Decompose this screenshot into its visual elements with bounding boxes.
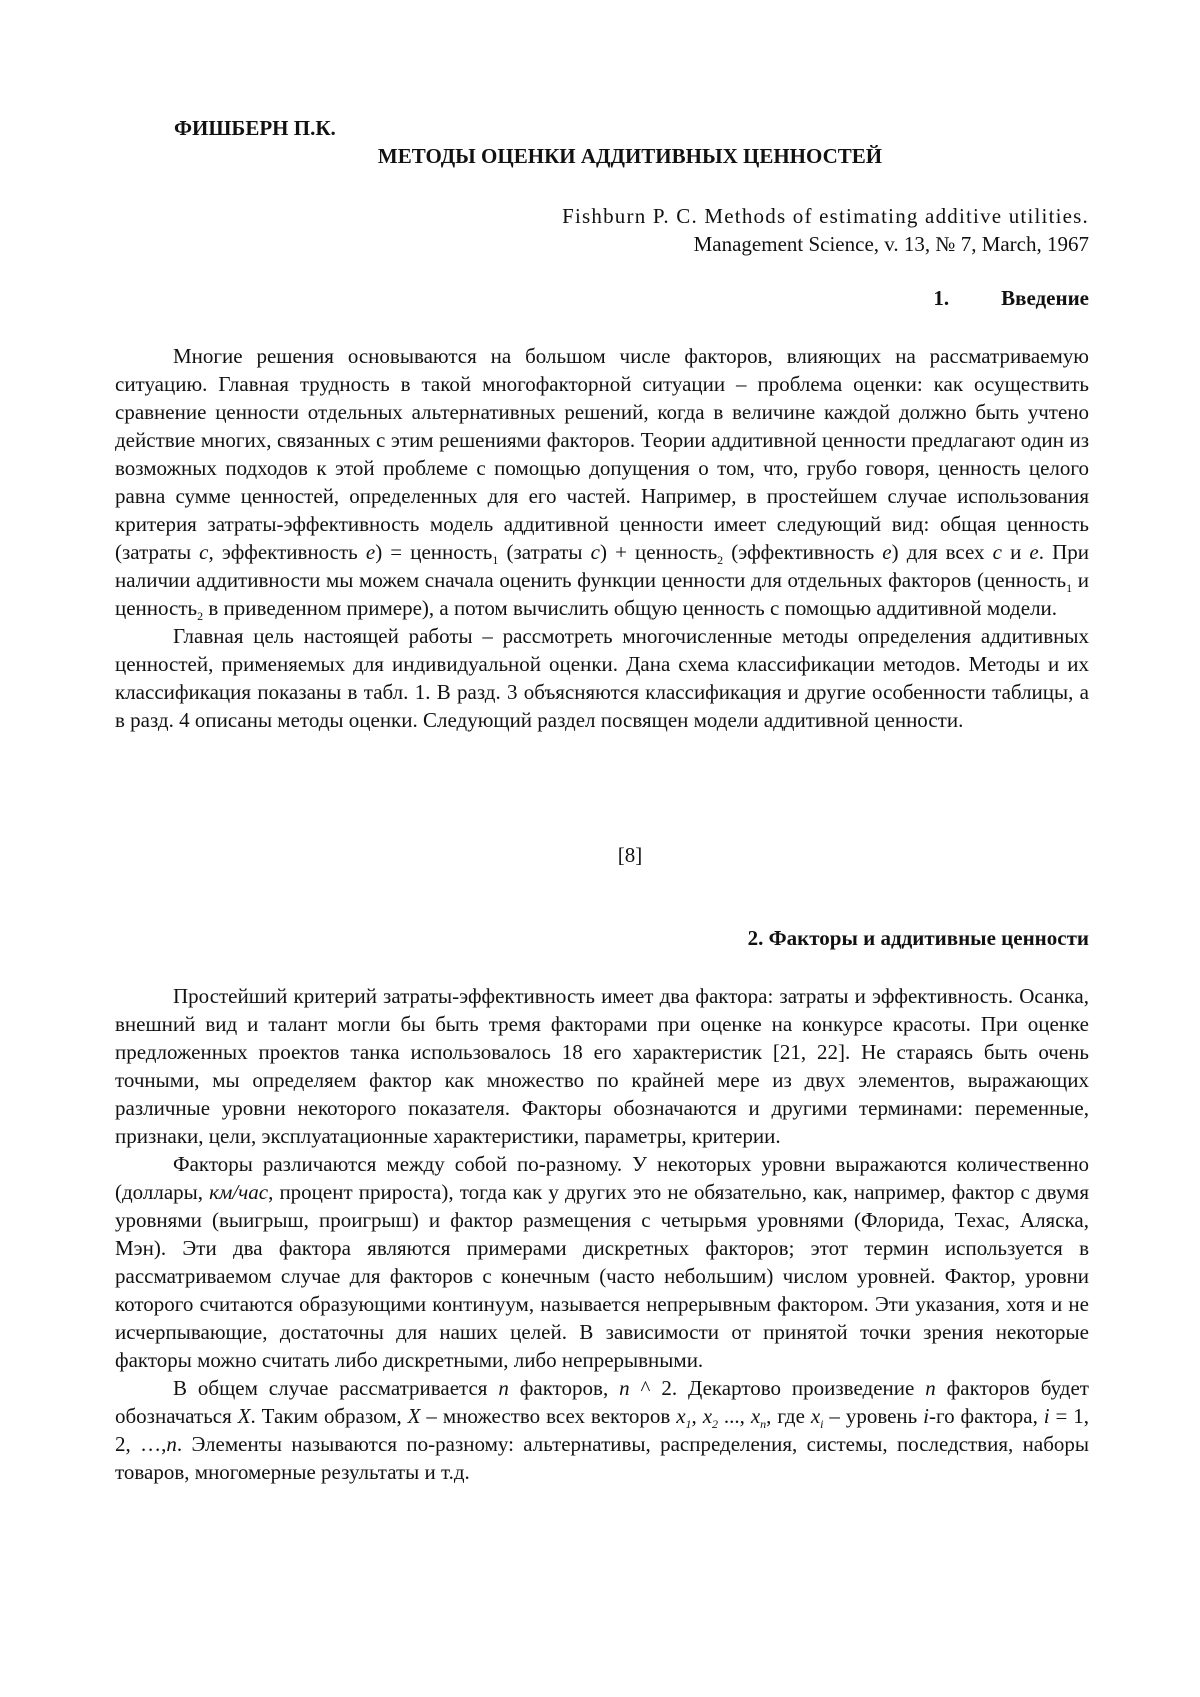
author: ФИШБЕРН П.К. <box>174 116 336 140</box>
article-title: МЕТОДЫ ОЦЕНКИ АДДИТИВНЫХ ЦЕННОСТЕЙ <box>377 144 883 168</box>
section-1-paragraph-2: Главная цель настоящей работы – рассмотреть многочисленные методы определения аддитивных ценностей, применяемых для индивидуальной оценки. Дана схема классификации методов. Методы и их классификация показаны в табл. 1. В разд. 3 объясняются классификация и другие особенности таблицы, а в разд. 4 описаны методы оценки. Следующий раздел посвящен модели аддитивной ценности. <box>115 624 1089 732</box>
section-1-heading <box>933 286 1089 311</box>
section-2-paragraph-1: Простейший критерий затраты-эффективность имеет два фактора: затраты и эффективность. Осанка, внешний вид и талант могли бы быть тремя факторами при оценке на конкурсе красоты. При оценке предложенных проектов танка использовалось 18 его характеристик [21, 22]. Не стараясь быть очень точными, мы определяем фактор как множество по крайней мере из двух элементов, выражающих различные уровни некоторого показателя. Факторы обозначаются и другими терминами: переменные, признаки, цели, эксплуатационные характеристики, параметры, критерии. <box>115 984 1089 1148</box>
section-1-number: 1. <box>933 286 950 310</box>
section-2-heading: 2. Факторы и аддитивные ценности <box>747 926 1089 950</box>
page-marker: [8] <box>617 843 643 867</box>
section-1-paragraph-1: Многие решения основываются на большом числе факторов, влияющих на рассматриваемую ситуацию. Главная трудность в такой многофакторной ситуации – проблема оценки: как осуществить сравнение ценности отдельных альтернативных решений, когда в величине каждой должно быть учтено действие многих, связанных с этим решениями факторов. Теории аддитивной ценности предлагают один из возможных подходов к этой проблеме с помощью допущения о том, что, грубо говоря, ценность целого равна сумме ценностей, определенных для его частей. Например, в простейшем случае использования критерия затраты-эффективность модель аддитивной ценности имеет следующий вид: общая ценность (затраты c, эффективность e) = ценность$_1$ (затраты c) + ценность$_2$ (эффективность e) для всех c и e. При наличии аддитивности мы можем сначала оценить функции ценности для отдельных факторов (ценность$_1$ и ценность$_2$ в приведенном примере), а потом вычислить общую ценность с помощью аддитивной модели. <box>115 344 1090 624</box>
section-1-title: Введение <box>1001 286 1089 310</box>
citation-line-1: Fishburn P. C. Methods of estimating additive utilities. <box>562 204 1089 228</box>
section-1-body <box>115 342 1089 734</box>
section-2-paragraph-2: Факторы различаются между собой по-разному. У некоторых уровни выражаются количественно (доллары, км/час, процент прироста), тогда как у других это не обязательно, как, например, фактор с двумя уровнями (выигрыш, проигрыш) и фактор размещения с четырьмя уровнями (Флорида, Техас, Аляска, Мэн). Эти два фактора являются примерами дискретных факторов; этот термин используется в рассматриваемом случае для факторов с конечным (часто небольшим) числом уровней. Фактор, уровни которого считаются образующими континуум, называется непрерывным фактором. Эти указания, хотя и не исчерпывающие, достаточны для наших целей. В зависимости от принятой точки зрения некоторые факторы можно считать либо дискретными, либо непрерывными. <box>115 1152 1089 1372</box>
section-2-body <box>115 982 1089 1486</box>
section-2-paragraph-3: В общем случае рассматривается n факторов, n ^ 2. Декартово произведение n факторов будет обозначаться X. Таким образом, X – множество всех векторов $x_1$, $x_2$ ..., $x_n$, где $x_i$ – уровень i-го фактора, i = 1, 2, …,n. Элементы называются по-разному: альтернативы, распределения, системы, последствия, наборы товаров, многомерные результаты и т.д. <box>115 1376 1090 1484</box>
citation-line-2: Management Science, v. 13, № 7, March, 1967 <box>693 232 1089 256</box>
citation <box>562 202 1089 258</box>
